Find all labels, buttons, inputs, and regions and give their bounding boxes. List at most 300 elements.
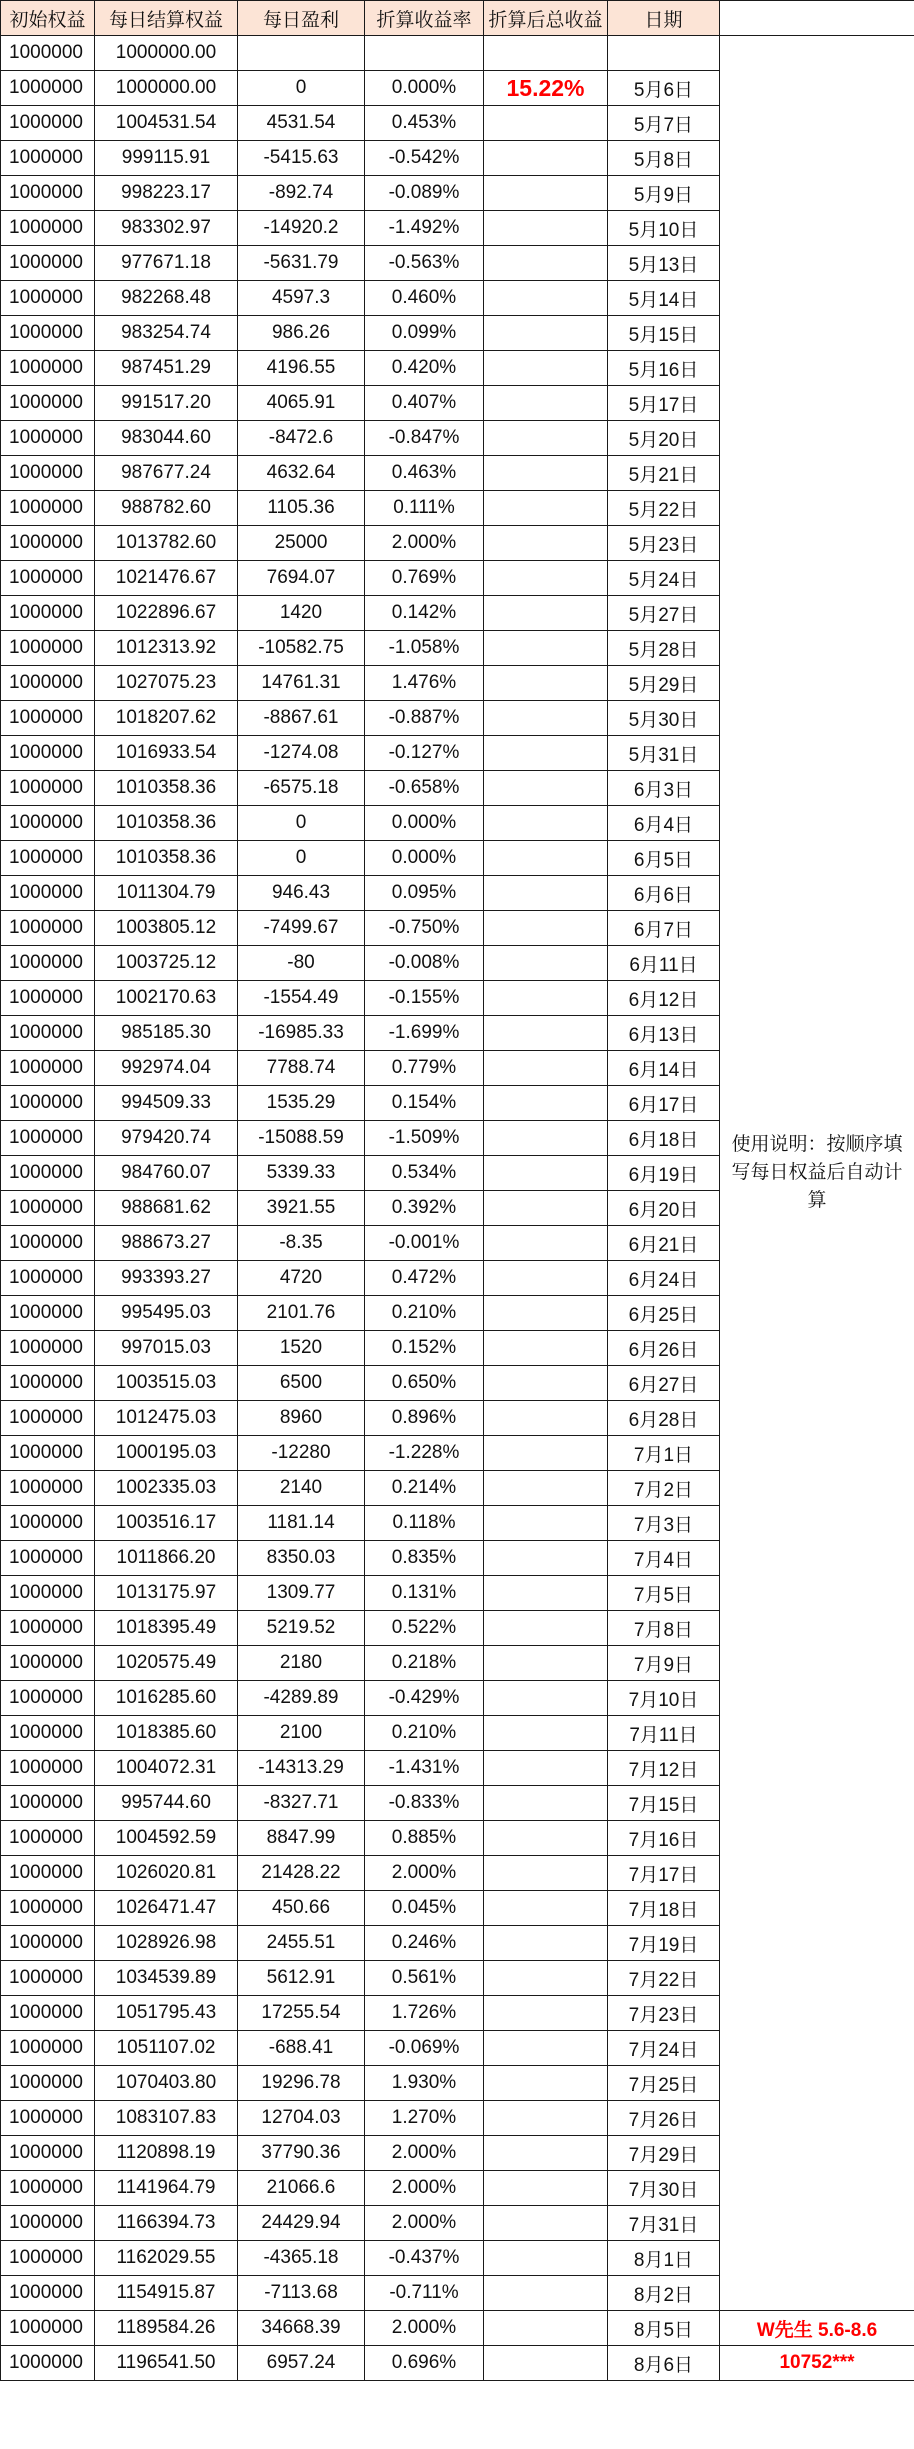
cell-date[interactable]	[608, 36, 720, 71]
cell-settlement-equity[interactable]: 1026020.81	[95, 1856, 238, 1891]
cell-total-return[interactable]	[484, 316, 608, 351]
cell-return-rate[interactable]: 0.111%	[365, 491, 484, 526]
cell-date[interactable]: 7月17日	[608, 1856, 720, 1891]
cell-return-rate[interactable]	[365, 36, 484, 71]
cell-total-return[interactable]	[484, 1681, 608, 1716]
cell-return-rate[interactable]: 0.522%	[365, 1611, 484, 1646]
cell-settlement-equity[interactable]: 1010358.36	[95, 771, 238, 806]
cell-return-rate[interactable]: 0.896%	[365, 1401, 484, 1436]
cell-return-rate[interactable]: -0.542%	[365, 141, 484, 176]
cell-total-return[interactable]	[484, 2136, 608, 2171]
cell-date[interactable]: 6月4日	[608, 806, 720, 841]
cell-total-return[interactable]	[484, 246, 608, 281]
cell-settlement-equity[interactable]: 1004072.31	[95, 1751, 238, 1786]
cell-initial-equity[interactable]: 1000000	[1, 1191, 95, 1226]
cell-initial-equity[interactable]: 1000000	[1, 1121, 95, 1156]
cell-return-rate[interactable]: 2.000%	[365, 2311, 484, 2346]
cell-total-return[interactable]	[484, 1016, 608, 1051]
cell-settlement-equity[interactable]: 1154915.87	[95, 2276, 238, 2311]
cell-date[interactable]: 5月28日	[608, 631, 720, 666]
cell-initial-equity[interactable]: 1000000	[1, 1086, 95, 1121]
cell-return-rate[interactable]: -0.658%	[365, 771, 484, 806]
cell-settlement-equity[interactable]: 1141964.79	[95, 2171, 238, 2206]
cell-initial-equity[interactable]: 1000000	[1, 876, 95, 911]
cell-initial-equity[interactable]: 1000000	[1, 771, 95, 806]
cell-return-rate[interactable]: 0.000%	[365, 841, 484, 876]
cell-date[interactable]: 5月15日	[608, 316, 720, 351]
cell-return-rate[interactable]: -0.127%	[365, 736, 484, 771]
cell-date[interactable]: 7月2日	[608, 1471, 720, 1506]
cell-return-rate[interactable]: -0.001%	[365, 1226, 484, 1261]
cell-return-rate[interactable]: 0.095%	[365, 876, 484, 911]
cell-total-return[interactable]	[484, 841, 608, 876]
cell-initial-equity[interactable]: 1000000	[1, 1051, 95, 1086]
cell-initial-equity[interactable]: 1000000	[1, 526, 95, 561]
cell-initial-equity[interactable]: 1000000	[1, 1856, 95, 1891]
cell-daily-profit[interactable]: 17255.54	[238, 1996, 365, 2031]
cell-daily-profit[interactable]: 2100	[238, 1716, 365, 1751]
cell-total-return[interactable]	[484, 1576, 608, 1611]
cell-settlement-equity[interactable]: 997015.03	[95, 1331, 238, 1366]
cell-daily-profit[interactable]: -1274.08	[238, 736, 365, 771]
cell-settlement-equity[interactable]: 1016933.54	[95, 736, 238, 771]
cell-initial-equity[interactable]: 1000000	[1, 1156, 95, 1191]
cell-daily-profit[interactable]: 19296.78	[238, 2066, 365, 2101]
cell-settlement-equity[interactable]: 1021476.67	[95, 561, 238, 596]
cell-daily-profit[interactable]: 4632.64	[238, 456, 365, 491]
cell-total-return[interactable]	[484, 1121, 608, 1156]
cell-daily-profit[interactable]: -4365.18	[238, 2241, 365, 2276]
cell-daily-profit[interactable]: 4065.91	[238, 386, 365, 421]
cell-return-rate[interactable]: 2.000%	[365, 2206, 484, 2241]
cell-settlement-equity[interactable]: 1028926.98	[95, 1926, 238, 1961]
cell-daily-profit[interactable]: -4289.89	[238, 1681, 365, 1716]
cell-total-return[interactable]	[484, 1226, 608, 1261]
cell-total-return[interactable]	[484, 1786, 608, 1821]
cell-date[interactable]: 8月6日	[608, 2346, 720, 2381]
cell-initial-equity[interactable]: 1000000	[1, 2171, 95, 2206]
cell-initial-equity[interactable]: 1000000	[1, 1261, 95, 1296]
cell-initial-equity[interactable]: 1000000	[1, 561, 95, 596]
cell-total-return[interactable]	[484, 631, 608, 666]
cell-initial-equity[interactable]: 1000000	[1, 1646, 95, 1681]
cell-settlement-equity[interactable]: 1013175.97	[95, 1576, 238, 1611]
cell-date[interactable]: 7月26日	[608, 2101, 720, 2136]
cell-daily-profit[interactable]: 25000	[238, 526, 365, 561]
cell-settlement-equity[interactable]: 1003805.12	[95, 911, 238, 946]
cell-date[interactable]: 6月25日	[608, 1296, 720, 1331]
cell-daily-profit[interactable]: 986.26	[238, 316, 365, 351]
cell-settlement-equity[interactable]: 994509.33	[95, 1086, 238, 1121]
cell-initial-equity[interactable]: 1000000	[1, 386, 95, 421]
cell-date[interactable]: 7月10日	[608, 1681, 720, 1716]
cell-daily-profit[interactable]: 4720	[238, 1261, 365, 1296]
cell-date[interactable]: 6月20日	[608, 1191, 720, 1226]
cell-return-rate[interactable]: 0.142%	[365, 596, 484, 631]
cell-date[interactable]: 5月9日	[608, 176, 720, 211]
cell-date[interactable]: 7月19日	[608, 1926, 720, 1961]
cell-initial-equity[interactable]: 1000000	[1, 2346, 95, 2381]
cell-daily-profit[interactable]: -1554.49	[238, 981, 365, 1016]
cell-return-rate[interactable]: -0.069%	[365, 2031, 484, 2066]
cell-daily-profit[interactable]: -688.41	[238, 2031, 365, 2066]
cell-settlement-equity[interactable]: 1013782.60	[95, 526, 238, 561]
cell-return-rate[interactable]: 0.131%	[365, 1576, 484, 1611]
cell-settlement-equity[interactable]: 1026471.47	[95, 1891, 238, 1926]
cell-daily-profit[interactable]: 24429.94	[238, 2206, 365, 2241]
cell-initial-equity[interactable]: 1000000	[1, 631, 95, 666]
cell-settlement-equity[interactable]: 1010358.36	[95, 841, 238, 876]
cell-settlement-equity[interactable]: 1000195.03	[95, 1436, 238, 1471]
cell-date[interactable]: 7月29日	[608, 2136, 720, 2171]
cell-total-return[interactable]	[484, 911, 608, 946]
cell-initial-equity[interactable]: 1000000	[1, 1611, 95, 1646]
cell-settlement-equity[interactable]: 993393.27	[95, 1261, 238, 1296]
cell-date[interactable]: 6月7日	[608, 911, 720, 946]
cell-date[interactable]: 7月30日	[608, 2171, 720, 2206]
cell-settlement-equity[interactable]: 1022896.67	[95, 596, 238, 631]
cell-return-rate[interactable]: 0.650%	[365, 1366, 484, 1401]
cell-date[interactable]: 5月24日	[608, 561, 720, 596]
cell-date[interactable]: 6月6日	[608, 876, 720, 911]
cell-total-return[interactable]	[484, 1541, 608, 1576]
cell-date[interactable]: 7月9日	[608, 1646, 720, 1681]
cell-date[interactable]: 6月19日	[608, 1156, 720, 1191]
cell-settlement-equity[interactable]: 1003725.12	[95, 946, 238, 981]
cell-initial-equity[interactable]: 1000000	[1, 456, 95, 491]
cell-total-return[interactable]	[484, 141, 608, 176]
cell-settlement-equity[interactable]: 991517.20	[95, 386, 238, 421]
cell-return-rate[interactable]: 2.000%	[365, 526, 484, 561]
cell-daily-profit[interactable]: 1105.36	[238, 491, 365, 526]
cell-daily-profit[interactable]: 2180	[238, 1646, 365, 1681]
cell-settlement-equity[interactable]: 1011304.79	[95, 876, 238, 911]
cell-settlement-equity[interactable]: 1189584.26	[95, 2311, 238, 2346]
cell-settlement-equity[interactable]: 1003516.17	[95, 1506, 238, 1541]
cell-date[interactable]: 6月11日	[608, 946, 720, 981]
cell-daily-profit[interactable]: 2101.76	[238, 1296, 365, 1331]
cell-initial-equity[interactable]: 1000000	[1, 1296, 95, 1331]
cell-settlement-equity[interactable]: 1016285.60	[95, 1681, 238, 1716]
cell-total-return[interactable]	[484, 771, 608, 806]
cell-date[interactable]: 7月1日	[608, 1436, 720, 1471]
cell-daily-profit[interactable]: 0	[238, 841, 365, 876]
cell-settlement-equity[interactable]: 1004592.59	[95, 1821, 238, 1856]
cell-total-return[interactable]	[484, 526, 608, 561]
cell-date[interactable]: 6月26日	[608, 1331, 720, 1366]
cell-total-return[interactable]	[484, 2206, 608, 2241]
cell-total-return[interactable]	[484, 1086, 608, 1121]
cell-daily-profit[interactable]: -5415.63	[238, 141, 365, 176]
cell-daily-profit[interactable]: 1181.14	[238, 1506, 365, 1541]
cell-return-rate[interactable]: 0.218%	[365, 1646, 484, 1681]
cell-daily-profit[interactable]: 1309.77	[238, 1576, 365, 1611]
cell-initial-equity[interactable]: 1000000	[1, 841, 95, 876]
cell-settlement-equity[interactable]: 979420.74	[95, 1121, 238, 1156]
cell-date[interactable]: 7月12日	[608, 1751, 720, 1786]
cell-daily-profit[interactable]: 946.43	[238, 876, 365, 911]
cell-return-rate[interactable]: 0.118%	[365, 1506, 484, 1541]
cell-initial-equity[interactable]: 1000000	[1, 1471, 95, 1506]
cell-return-rate[interactable]: 1.476%	[365, 666, 484, 701]
cell-total-return[interactable]	[484, 1856, 608, 1891]
cell-total-return[interactable]	[484, 1506, 608, 1541]
cell-date[interactable]: 7月11日	[608, 1716, 720, 1751]
cell-return-rate[interactable]: 2.000%	[365, 2136, 484, 2171]
cell-total-return[interactable]	[484, 211, 608, 246]
cell-daily-profit[interactable]: 2140	[238, 1471, 365, 1506]
cell-initial-equity[interactable]: 1000000	[1, 596, 95, 631]
cell-initial-equity[interactable]: 1000000	[1, 1891, 95, 1926]
cell-date[interactable]: 5月30日	[608, 701, 720, 736]
cell-total-return[interactable]	[484, 1646, 608, 1681]
cell-daily-profit[interactable]	[238, 36, 365, 71]
cell-daily-profit[interactable]: -80	[238, 946, 365, 981]
cell-settlement-equity[interactable]: 987677.24	[95, 456, 238, 491]
cell-settlement-equity[interactable]: 1083107.83	[95, 2101, 238, 2136]
cell-initial-equity[interactable]: 1000000	[1, 281, 95, 316]
cell-initial-equity[interactable]: 1000000	[1, 2101, 95, 2136]
cell-daily-profit[interactable]: 12704.03	[238, 2101, 365, 2136]
cell-initial-equity[interactable]: 1000000	[1, 176, 95, 211]
cell-return-rate[interactable]: 0.152%	[365, 1331, 484, 1366]
cell-daily-profit[interactable]: -8327.71	[238, 1786, 365, 1821]
cell-date[interactable]: 5月20日	[608, 421, 720, 456]
cell-total-return[interactable]	[484, 561, 608, 596]
cell-date[interactable]: 7月5日	[608, 1576, 720, 1611]
cell-initial-equity[interactable]: 1000000	[1, 1751, 95, 1786]
cell-return-rate[interactable]: -0.437%	[365, 2241, 484, 2276]
cell-settlement-equity[interactable]: 995495.03	[95, 1296, 238, 1331]
cell-settlement-equity[interactable]: 1027075.23	[95, 666, 238, 701]
cell-date[interactable]: 6月24日	[608, 1261, 720, 1296]
cell-return-rate[interactable]: 2.000%	[365, 2171, 484, 2206]
cell-daily-profit[interactable]: 1520	[238, 1331, 365, 1366]
cell-daily-profit[interactable]: 4597.3	[238, 281, 365, 316]
cell-total-return[interactable]	[484, 2311, 608, 2346]
cell-return-rate[interactable]: -0.887%	[365, 701, 484, 736]
cell-date[interactable]: 6月3日	[608, 771, 720, 806]
cell-settlement-equity[interactable]: 985185.30	[95, 1016, 238, 1051]
cell-date[interactable]: 5月27日	[608, 596, 720, 631]
cell-total-return[interactable]	[484, 1436, 608, 1471]
cell-daily-profit[interactable]: 21428.22	[238, 1856, 365, 1891]
cell-initial-equity[interactable]: 1000000	[1, 36, 95, 71]
cell-total-return[interactable]	[484, 281, 608, 316]
cell-daily-profit[interactable]: -8472.6	[238, 421, 365, 456]
cell-initial-equity[interactable]: 1000000	[1, 911, 95, 946]
cell-date[interactable]: 5月8日	[608, 141, 720, 176]
cell-settlement-equity[interactable]: 984760.07	[95, 1156, 238, 1191]
cell-settlement-equity[interactable]: 992974.04	[95, 1051, 238, 1086]
cell-total-return[interactable]	[484, 1821, 608, 1856]
cell-initial-equity[interactable]: 1000000	[1, 2136, 95, 2171]
cell-return-rate[interactable]: 0.210%	[365, 1296, 484, 1331]
cell-date[interactable]: 5月17日	[608, 386, 720, 421]
cell-date[interactable]: 5月16日	[608, 351, 720, 386]
cell-daily-profit[interactable]: -5631.79	[238, 246, 365, 281]
cell-daily-profit[interactable]: 1420	[238, 596, 365, 631]
cell-initial-equity[interactable]: 1000000	[1, 141, 95, 176]
cell-date[interactable]: 5月31日	[608, 736, 720, 771]
cell-initial-equity[interactable]: 1000000	[1, 1576, 95, 1611]
cell-settlement-equity[interactable]: 1002170.63	[95, 981, 238, 1016]
cell-daily-profit[interactable]: 34668.39	[238, 2311, 365, 2346]
cell-date[interactable]: 6月27日	[608, 1366, 720, 1401]
cell-return-rate[interactable]: -0.429%	[365, 1681, 484, 1716]
cell-total-return[interactable]	[484, 1261, 608, 1296]
cell-date[interactable]: 7月31日	[608, 2206, 720, 2241]
cell-daily-profit[interactable]: -6575.18	[238, 771, 365, 806]
cell-daily-profit[interactable]: 6957.24	[238, 2346, 365, 2381]
cell-total-return[interactable]	[484, 2066, 608, 2101]
cell-settlement-equity[interactable]: 983302.97	[95, 211, 238, 246]
cell-daily-profit[interactable]: 14761.31	[238, 666, 365, 701]
cell-date[interactable]: 6月13日	[608, 1016, 720, 1051]
cell-daily-profit[interactable]: -15088.59	[238, 1121, 365, 1156]
cell-date[interactable]: 7月23日	[608, 1996, 720, 2031]
cell-return-rate[interactable]: 0.453%	[365, 106, 484, 141]
cell-daily-profit[interactable]: 5219.52	[238, 1611, 365, 1646]
cell-daily-profit[interactable]: 4531.54	[238, 106, 365, 141]
cell-return-rate[interactable]: -1.058%	[365, 631, 484, 666]
cell-settlement-equity[interactable]: 1051795.43	[95, 1996, 238, 2031]
cell-return-rate[interactable]: 0.561%	[365, 1961, 484, 1996]
cell-return-rate[interactable]: 0.000%	[365, 71, 484, 106]
cell-settlement-equity[interactable]: 1000000.00	[95, 71, 238, 106]
cell-initial-equity[interactable]: 1000000	[1, 2206, 95, 2241]
cell-settlement-equity[interactable]: 1051107.02	[95, 2031, 238, 2066]
cell-return-rate[interactable]: 1.270%	[365, 2101, 484, 2136]
cell-settlement-equity[interactable]: 1002335.03	[95, 1471, 238, 1506]
cell-return-rate[interactable]: 2.000%	[365, 1856, 484, 1891]
cell-settlement-equity[interactable]: 987451.29	[95, 351, 238, 386]
cell-initial-equity[interactable]: 1000000	[1, 211, 95, 246]
cell-settlement-equity[interactable]: 983044.60	[95, 421, 238, 456]
cell-initial-equity[interactable]: 1000000	[1, 2241, 95, 2276]
cell-return-rate[interactable]: -0.008%	[365, 946, 484, 981]
cell-date[interactable]: 7月4日	[608, 1541, 720, 1576]
cell-initial-equity[interactable]: 1000000	[1, 1996, 95, 2031]
cell-total-return[interactable]	[484, 2171, 608, 2206]
cell-total-return[interactable]	[484, 1191, 608, 1226]
cell-date[interactable]: 5月22日	[608, 491, 720, 526]
cell-date[interactable]: 8月1日	[608, 2241, 720, 2276]
cell-initial-equity[interactable]: 1000000	[1, 2311, 95, 2346]
cell-initial-equity[interactable]: 1000000	[1, 71, 95, 106]
cell-total-return[interactable]	[484, 596, 608, 631]
cell-initial-equity[interactable]: 1000000	[1, 1541, 95, 1576]
cell-daily-profit[interactable]: 21066.6	[238, 2171, 365, 2206]
cell-total-return[interactable]	[484, 421, 608, 456]
cell-initial-equity[interactable]: 1000000	[1, 246, 95, 281]
cell-daily-profit[interactable]: -10582.75	[238, 631, 365, 666]
cell-daily-profit[interactable]: 1535.29	[238, 1086, 365, 1121]
cell-date[interactable]: 5月7日	[608, 106, 720, 141]
cell-date[interactable]: 6月17日	[608, 1086, 720, 1121]
cell-total-return[interactable]	[484, 2241, 608, 2276]
cell-initial-equity[interactable]: 1000000	[1, 946, 95, 981]
cell-settlement-equity[interactable]: 1196541.50	[95, 2346, 238, 2381]
cell-daily-profit[interactable]: -12280	[238, 1436, 365, 1471]
cell-daily-profit[interactable]: 0	[238, 71, 365, 106]
cell-date[interactable]: 6月28日	[608, 1401, 720, 1436]
cell-initial-equity[interactable]: 1000000	[1, 1226, 95, 1261]
cell-return-rate[interactable]: -0.155%	[365, 981, 484, 1016]
cell-daily-profit[interactable]: 450.66	[238, 1891, 365, 1926]
cell-total-return[interactable]	[484, 2346, 608, 2381]
cell-date[interactable]: 5月23日	[608, 526, 720, 561]
cell-return-rate[interactable]: 0.472%	[365, 1261, 484, 1296]
cell-return-rate[interactable]: 0.779%	[365, 1051, 484, 1086]
cell-daily-profit[interactable]: 8960	[238, 1401, 365, 1436]
cell-settlement-equity[interactable]: 988681.62	[95, 1191, 238, 1226]
cell-total-return[interactable]	[484, 1716, 608, 1751]
cell-settlement-equity[interactable]: 1034539.89	[95, 1961, 238, 1996]
cell-settlement-equity[interactable]: 983254.74	[95, 316, 238, 351]
cell-total-return[interactable]	[484, 1156, 608, 1191]
cell-date[interactable]: 7月8日	[608, 1611, 720, 1646]
cell-initial-equity[interactable]: 1000000	[1, 1331, 95, 1366]
cell-settlement-equity[interactable]: 1000000.00	[95, 36, 238, 71]
cell-settlement-equity[interactable]: 1012313.92	[95, 631, 238, 666]
cell-date[interactable]: 5月29日	[608, 666, 720, 701]
cell-initial-equity[interactable]: 1000000	[1, 1961, 95, 1996]
cell-daily-profit[interactable]: -16985.33	[238, 1016, 365, 1051]
cell-date[interactable]: 6月21日	[608, 1226, 720, 1261]
cell-total-return[interactable]	[484, 491, 608, 526]
cell-total-return[interactable]	[484, 1996, 608, 2031]
cell-total-return[interactable]	[484, 1471, 608, 1506]
cell-settlement-equity[interactable]: 1004531.54	[95, 106, 238, 141]
cell-daily-profit[interactable]: 7788.74	[238, 1051, 365, 1086]
cell-daily-profit[interactable]: -7499.67	[238, 911, 365, 946]
cell-initial-equity[interactable]: 1000000	[1, 666, 95, 701]
cell-total-return[interactable]	[484, 106, 608, 141]
cell-daily-profit[interactable]: -7113.68	[238, 2276, 365, 2311]
cell-return-rate[interactable]: -0.750%	[365, 911, 484, 946]
cell-settlement-equity[interactable]: 1003515.03	[95, 1366, 238, 1401]
cell-settlement-equity[interactable]: 1012475.03	[95, 1401, 238, 1436]
cell-total-return[interactable]	[484, 1366, 608, 1401]
cell-total-return[interactable]	[484, 701, 608, 736]
cell-return-rate[interactable]: -0.833%	[365, 1786, 484, 1821]
cell-return-rate[interactable]: -0.563%	[365, 246, 484, 281]
cell-return-rate[interactable]: -1.509%	[365, 1121, 484, 1156]
cell-daily-profit[interactable]: 4196.55	[238, 351, 365, 386]
cell-total-return[interactable]	[484, 456, 608, 491]
cell-return-rate[interactable]: 1.726%	[365, 1996, 484, 2031]
cell-daily-profit[interactable]: 37790.36	[238, 2136, 365, 2171]
cell-return-rate[interactable]: 0.246%	[365, 1926, 484, 1961]
cell-initial-equity[interactable]: 1000000	[1, 806, 95, 841]
cell-daily-profit[interactable]: 0	[238, 806, 365, 841]
cell-total-return[interactable]	[484, 876, 608, 911]
cell-return-rate[interactable]: 0.045%	[365, 1891, 484, 1926]
cell-return-rate[interactable]: 0.769%	[365, 561, 484, 596]
cell-date[interactable]: 6月14日	[608, 1051, 720, 1086]
cell-return-rate[interactable]: 0.210%	[365, 1716, 484, 1751]
cell-date[interactable]: 7月16日	[608, 1821, 720, 1856]
cell-initial-equity[interactable]: 1000000	[1, 2276, 95, 2311]
cell-initial-equity[interactable]: 1000000	[1, 421, 95, 456]
cell-initial-equity[interactable]: 1000000	[1, 2066, 95, 2101]
cell-total-return[interactable]	[484, 386, 608, 421]
cell-date[interactable]: 8月2日	[608, 2276, 720, 2311]
cell-settlement-equity[interactable]: 1018385.60	[95, 1716, 238, 1751]
cell-daily-profit[interactable]: 5612.91	[238, 1961, 365, 1996]
cell-date[interactable]: 7月25日	[608, 2066, 720, 2101]
